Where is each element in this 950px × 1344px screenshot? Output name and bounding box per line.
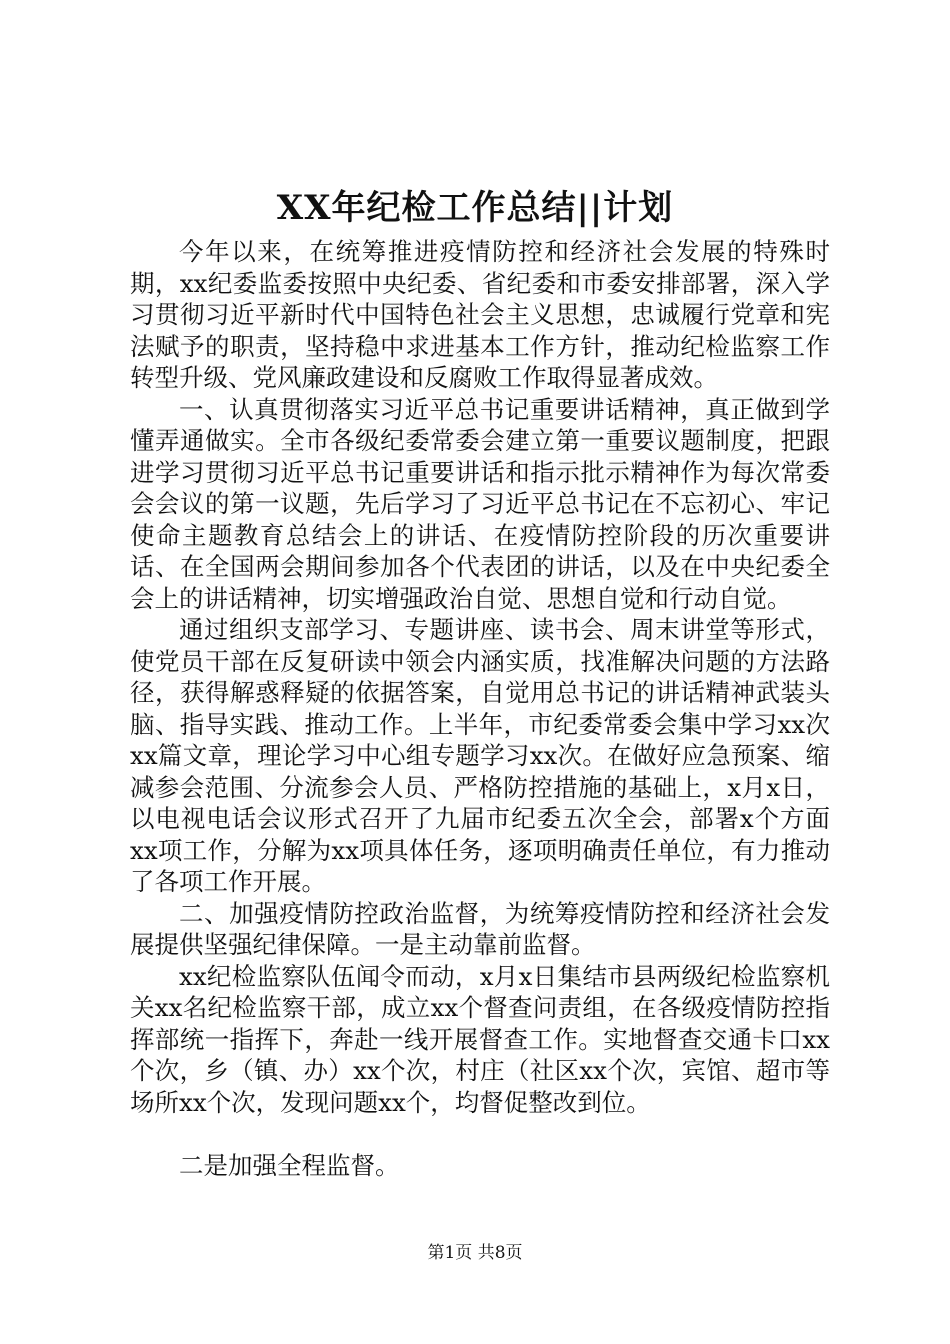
paragraph-full-supervision: 二是加强全程监督。 <box>179 1151 400 1180</box>
paragraph-section-one: 一、认真贯彻落实习近平总书记重要讲话精神，真正做到学懂弄通做实。全市各级纪委常委会建立第一重要议题制度，把跟进学习贯彻习近平总书记重要讲话和指示批示精神作为每次常委会会议的第一议题，先后学习了习近平总书记在不忘初心、牢记使命主题教育总结会上的讲话、在疫情防控阶段的历次重要讲话、在全国两会期间参加各个代表团的讲话，以及在中央纪委全会上的讲话精神，切实增强政治自觉、思想自觉和行动自觉。 <box>130 394 830 613</box>
document-body <box>130 236 830 1182</box>
document-title: XX年纪检工作总结||计划 <box>276 188 674 228</box>
paragraph-section-two: 二、加强疫情防控政治监督，为统筹疫情防控和经济社会发展提供坚强纪律保障。一是主动靠前监督。 <box>130 898 830 959</box>
paragraph-intro: 今年以来，在统筹推进疫情防控和经济社会发展的特殊时期，xx纪委监委按照中央纪委、省纪委和市委安排部署，深入学习贯彻习近平新时代中国特色社会主义思想，忠诚履行党章和宪法赋予的职责，坚持稳中求进基本工作方针，推动纪检监察工作转型升级、党风廉政建设和反腐败工作取得显著成效。 <box>130 237 830 392</box>
page-footer: 第1页 共8页 <box>427 1243 523 1263</box>
paragraph-study-activities: 通过组织支部学习、专题讲座、读书会、周末讲堂等形式，使党员干部在反复研读中领会内涵实质，找准解决问题的方法路径，获得解惑释疑的依据答案，自觉用总书记的讲话精神武装头脑、指导实践、推动工作。上半年，市纪委常委会集中学习xx次xx篇文章，理论学习中心组专题学习xx次。在做好应急预案、缩减参会范围、分流参会人员、严格防控措施的基础上，x月x日，以电视电话会议形式召开了九届市纪委五次全会，部署x个方面xx项工作，分解为xx项具体任务，逐项明确责任单位，有力推动了各项工作开展。 <box>130 615 830 896</box>
paragraph-supervision-teams: xx纪检监察队伍闻令而动，x月x日集结市县两级纪检监察机关xx名纪检监察干部，成立xx个督查问责组，在各级疫情防控指挥部统一指挥下，奔赴一线开展督查工作。实地督查交通卡口xx个次，乡（镇、办）xx个次，村庄（社区xx个次，宾馆、超市等场所xx个次，发现问题xx个，均督促整改到位。 <box>130 961 830 1117</box>
